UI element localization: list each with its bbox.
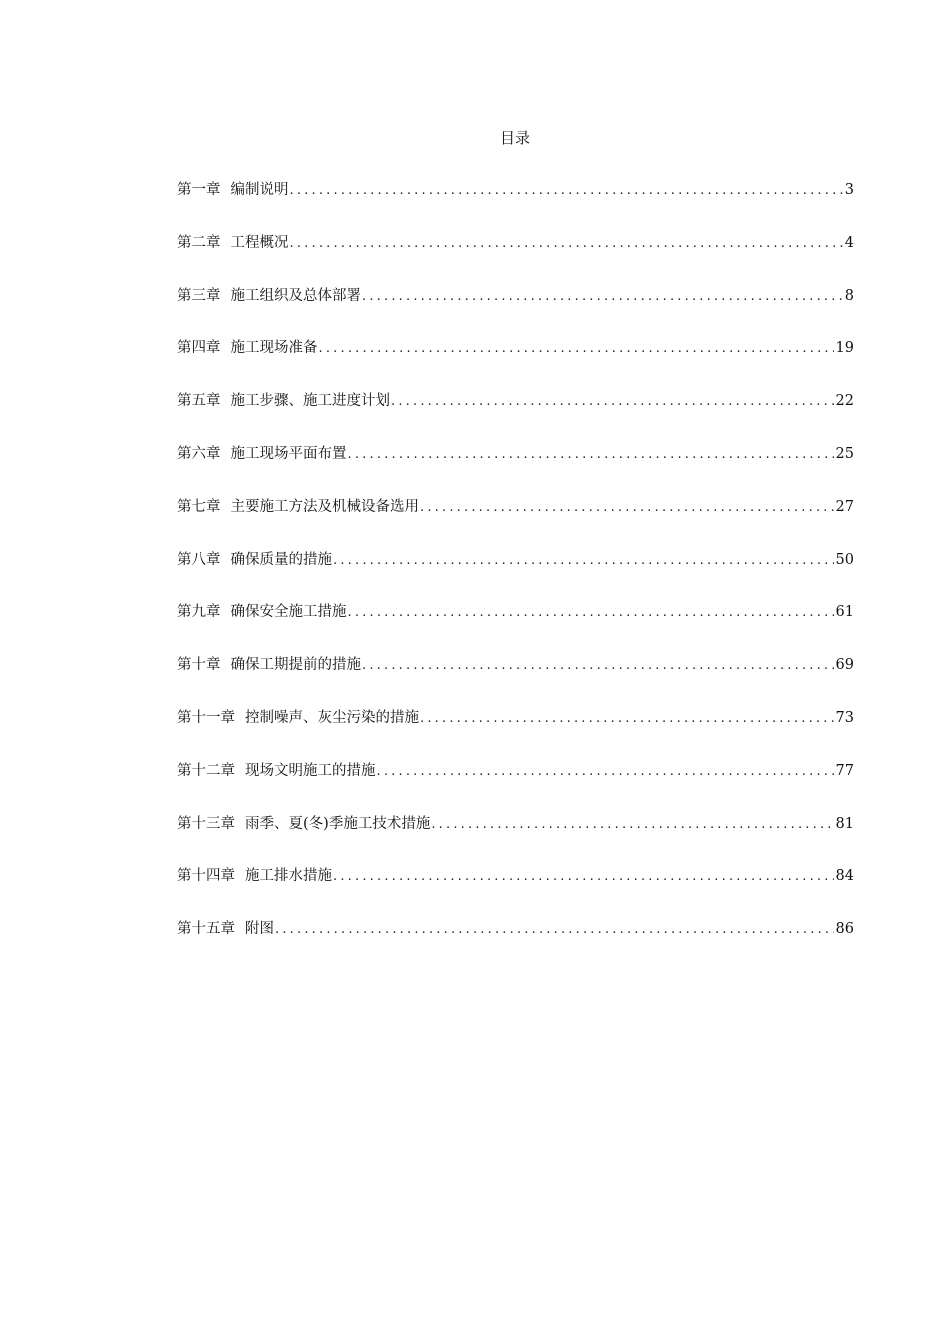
dot-leader (391, 392, 834, 412)
dot-leader (348, 603, 834, 623)
page-number: 50 (835, 551, 854, 568)
dot-leader (420, 709, 834, 729)
page-number: 3 (844, 182, 854, 198)
toc-heading: 目录 (499, 129, 530, 147)
chapter-number: 第十四章 (177, 868, 235, 885)
chapter-title: 主要施工方法及机械设备选用 (230, 498, 419, 515)
dot-leader (431, 815, 833, 835)
toc-entry-1[interactable] (177, 180, 854, 233)
chapter-number: 第十章 (177, 657, 221, 674)
page-number: 77 (835, 762, 854, 779)
chapter-number: 第十三章 (177, 815, 235, 832)
chapter-title: 确保质量的措施 (230, 551, 332, 568)
toc-entry-4[interactable] (177, 338, 854, 391)
chapter-title: 施工现场准备 (230, 340, 318, 357)
chapter-title: 施工组织及总体部署 (230, 287, 361, 304)
dot-leader (362, 287, 843, 307)
chapter-title: 施工现场平面布置 (230, 445, 347, 462)
chapter-number: 第七章 (177, 498, 221, 515)
chapter-title: 工程概况 (230, 234, 289, 251)
toc-entry-2[interactable] (177, 233, 854, 286)
dot-leader (348, 445, 834, 465)
page-number: 8 (844, 287, 854, 304)
chapter-number: 第四章 (177, 340, 221, 357)
page-number: 86 (835, 921, 854, 938)
toc-entry-6[interactable] (177, 444, 854, 497)
dot-leader (362, 656, 834, 676)
page-number: 73 (835, 709, 854, 726)
toc-entry-5[interactable] (177, 391, 854, 444)
chapter-title: 雨季、夏(冬)季施工技术措施 (245, 815, 431, 832)
toc-entry-11[interactable] (177, 708, 854, 761)
page-number: 84 (835, 868, 854, 885)
table-of-contents (177, 180, 854, 972)
dot-leader (420, 498, 834, 518)
page-number: 25 (835, 445, 854, 462)
chapter-number: 第二章 (177, 234, 221, 251)
page-number: 22 (835, 393, 854, 410)
chapter-number: 第六章 (177, 445, 221, 462)
toc-entry-9[interactable] (177, 602, 854, 655)
page-number: 81 (835, 815, 854, 832)
dot-leader (333, 867, 834, 887)
page-number: 27 (835, 498, 854, 515)
page-number: 69 (835, 657, 854, 674)
toc-entry-3[interactable] (177, 286, 854, 339)
dot-leader (319, 339, 834, 359)
dot-leader (290, 234, 843, 254)
dot-leader (333, 551, 834, 571)
page-number: 19 (835, 340, 854, 357)
chapter-number: 第十一章 (177, 709, 235, 726)
page-number: 4 (844, 234, 854, 251)
chapter-title: 确保安全施工措施 (230, 604, 347, 621)
toc-entry-10[interactable] (177, 655, 854, 708)
chapter-number: 第三章 (177, 287, 221, 304)
chapter-title: 编制说明 (230, 182, 289, 198)
toc-entry-13[interactable] (177, 814, 854, 867)
chapter-title: 施工步骤、施工进度计划 (230, 393, 390, 410)
toc-entry-12[interactable] (177, 761, 854, 814)
dot-leader (377, 762, 834, 782)
chapter-title: 施工排水措施 (245, 868, 332, 885)
chapter-number: 第五章 (177, 393, 221, 410)
chapter-title: 控制噪声、灰尘污染的措施 (245, 709, 419, 726)
toc-entry-14[interactable] (177, 866, 854, 919)
chapter-title: 现场文明施工的措施 (245, 762, 376, 779)
page-number: 61 (835, 604, 854, 621)
chapter-number: 第九章 (177, 604, 221, 621)
toc-entry-7[interactable] (177, 497, 854, 550)
dot-leader (275, 920, 834, 940)
chapter-number: 第十二章 (177, 762, 235, 779)
chapter-number: 第一章 (177, 182, 221, 198)
chapter-title: 附图 (245, 921, 274, 938)
chapter-number: 第十五章 (177, 921, 235, 938)
dot-leader (290, 181, 843, 201)
toc-entry-15[interactable] (177, 919, 854, 972)
toc-entry-8[interactable] (177, 550, 854, 603)
chapter-number: 第八章 (177, 551, 221, 568)
chapter-title: 确保工期提前的措施 (230, 657, 361, 674)
